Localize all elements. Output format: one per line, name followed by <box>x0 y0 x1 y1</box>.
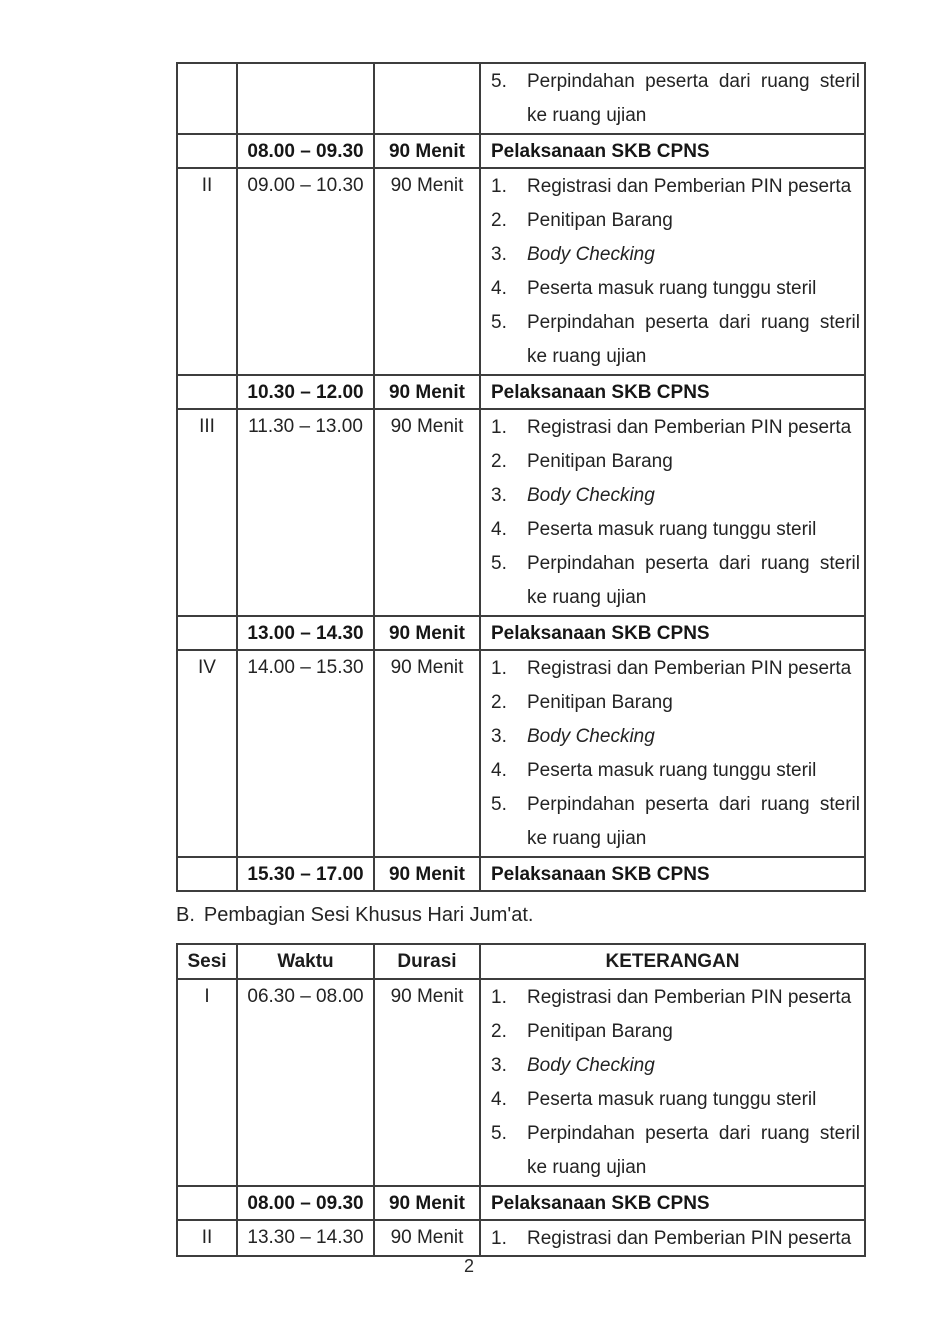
step-item <box>491 754 860 788</box>
step-text: Body Checking <box>527 485 655 506</box>
cell-waktu: 13.00 – 14.30 <box>237 616 374 650</box>
table-row-exec <box>177 1186 865 1220</box>
header-waktu: Waktu <box>237 944 374 979</box>
table-row-session-partial <box>177 1220 865 1256</box>
step-number: 3. <box>491 485 507 506</box>
step-item <box>491 411 860 445</box>
table-row-exec <box>177 857 865 891</box>
step-item <box>491 170 860 204</box>
step-text-line2: ke ruang ujian <box>527 1157 647 1178</box>
cell-sesi: II <box>177 168 237 375</box>
cell-durasi-empty <box>374 63 480 134</box>
step-item <box>491 445 860 479</box>
step-text-line2: ke ruang ujian <box>527 587 647 608</box>
step-text-line1: Perpindahan peserta dari ruang steril <box>527 1123 860 1144</box>
cell-keterangan: Pelaksanaan SKB CPNS <box>480 1186 865 1220</box>
step-text: Registrasi dan Pemberian PIN peserta <box>527 417 852 438</box>
step-item <box>491 652 860 686</box>
step-item <box>491 1015 860 1049</box>
step-text: Peserta masuk ruang tunggu steril <box>527 1089 817 1110</box>
cell-durasi: 90 Menit <box>374 979 480 1186</box>
cell-keterangan: Pelaksanaan SKB CPNS <box>480 616 865 650</box>
schedule-table-weekday <box>176 62 866 892</box>
step-number: 5. <box>491 1123 507 1144</box>
cell-sesi-empty <box>177 134 237 168</box>
step-number: 1. <box>491 1228 507 1249</box>
step-text-line1: Perpindahan peserta dari ruang steril <box>527 312 860 333</box>
step-text <box>527 65 860 133</box>
page-number: 2 <box>463 1256 474 1276</box>
step-text-line2: ke ruang ujian <box>527 105 647 126</box>
step-item <box>491 204 860 238</box>
step-number: 3. <box>491 244 507 265</box>
step-text: Body Checking <box>527 726 655 747</box>
step-number: 5. <box>491 553 507 574</box>
cell-keterangan: Pelaksanaan SKB CPNS <box>480 375 865 409</box>
table-row-session <box>177 168 865 375</box>
table-row <box>177 63 865 134</box>
step-text-line1: Perpindahan peserta dari ruang steril <box>527 71 860 92</box>
step-text-line2: ke ruang ujian <box>527 346 647 367</box>
step-text: Body Checking <box>527 1055 655 1076</box>
cell-keterangan <box>480 63 865 134</box>
cell-keterangan <box>480 650 865 857</box>
cell-durasi: 90 Menit <box>374 409 480 616</box>
step-number: 2. <box>491 692 507 713</box>
step-number: 4. <box>491 760 507 781</box>
step-number: 1. <box>491 658 507 679</box>
step-item <box>491 686 860 720</box>
cell-waktu-empty <box>237 63 374 134</box>
section-b-title: Pembagian Sesi Khusus Hari Jum'at. <box>203 904 534 926</box>
step-number: 4. <box>491 1089 507 1110</box>
cell-waktu: 15.30 – 17.00 <box>237 857 374 891</box>
step-item <box>491 1117 860 1185</box>
step-number: 4. <box>491 278 507 299</box>
cell-sesi-empty <box>177 375 237 409</box>
step-number: 5. <box>491 312 507 333</box>
cell-durasi: 90 Menit <box>374 1186 480 1220</box>
cell-durasi: 90 Menit <box>374 134 480 168</box>
cell-sesi-empty <box>177 616 237 650</box>
cell-keterangan <box>480 979 865 1186</box>
step-text <box>527 306 860 374</box>
cell-waktu: 08.00 – 09.30 <box>237 1186 374 1220</box>
table-row-exec <box>177 375 865 409</box>
step-item <box>491 306 860 374</box>
schedule-table-friday <box>176 943 866 1257</box>
step-number: 3. <box>491 1055 507 1076</box>
step-number: 2. <box>491 210 507 231</box>
section-b-label: B. <box>176 904 195 926</box>
step-item <box>491 788 860 856</box>
step-text: Registrasi dan Pemberian PIN peserta <box>527 176 852 197</box>
cell-durasi: 90 Menit <box>374 616 480 650</box>
step-text: Registrasi dan Pemberian PIN peserta <box>527 987 852 1008</box>
cell-waktu: 10.30 – 12.00 <box>237 375 374 409</box>
step-text <box>527 547 860 615</box>
step-number: 3. <box>491 726 507 747</box>
table-row-session <box>177 409 865 616</box>
step-item <box>491 1083 860 1117</box>
cell-durasi: 90 Menit <box>374 857 480 891</box>
table-row-session <box>177 979 865 1186</box>
step-text: Penitipan Barang <box>527 210 673 231</box>
cell-waktu: 14.00 – 15.30 <box>237 650 374 857</box>
step-item <box>491 65 860 133</box>
step-number: 4. <box>491 519 507 540</box>
cell-sesi-empty <box>177 63 237 134</box>
cell-durasi: 90 Menit <box>374 375 480 409</box>
cell-durasi: 90 Menit <box>374 1220 480 1256</box>
step-text: Penitipan Barang <box>527 451 673 472</box>
cell-waktu: 11.30 – 13.00 <box>237 409 374 616</box>
step-text-line1: Perpindahan peserta dari ruang steril <box>527 553 860 574</box>
header-sesi: Sesi <box>177 944 237 979</box>
step-item <box>491 238 860 272</box>
cell-sesi: IV <box>177 650 237 857</box>
cell-waktu: 13.30 – 14.30 <box>237 1220 374 1256</box>
step-text: Peserta masuk ruang tunggu steril <box>527 278 817 299</box>
step-text: Penitipan Barang <box>527 692 673 713</box>
step-text: Peserta masuk ruang tunggu steril <box>527 519 817 540</box>
step-text-line2: ke ruang ujian <box>527 828 647 849</box>
step-text: Peserta masuk ruang tunggu steril <box>527 760 817 781</box>
cell-sesi: II <box>177 1220 237 1256</box>
step-text: Registrasi dan Pemberian PIN peserta <box>527 658 852 679</box>
step-item <box>491 981 860 1015</box>
cell-durasi: 90 Menit <box>374 168 480 375</box>
table-row-exec <box>177 616 865 650</box>
cell-keterangan: Pelaksanaan SKB CPNS <box>480 134 865 168</box>
cell-keterangan: Pelaksanaan SKB CPNS <box>480 857 865 891</box>
step-item <box>491 513 860 547</box>
cell-waktu: 08.00 – 09.30 <box>237 134 374 168</box>
section-b-heading <box>176 904 533 927</box>
cell-durasi: 90 Menit <box>374 650 480 857</box>
step-item <box>491 720 860 754</box>
table-row-session <box>177 650 865 857</box>
step-number: 5. <box>491 794 507 815</box>
cell-sesi-empty <box>177 1186 237 1220</box>
step-number: 2. <box>491 451 507 472</box>
table-header-row <box>177 944 865 979</box>
step-item <box>491 1222 860 1255</box>
step-item <box>491 1049 860 1083</box>
cell-keterangan <box>480 409 865 616</box>
cell-keterangan <box>480 1220 865 1256</box>
header-durasi: Durasi <box>374 944 480 979</box>
step-number: 1. <box>491 987 507 1008</box>
cell-sesi-empty <box>177 857 237 891</box>
step-number: 1. <box>491 176 507 197</box>
cell-keterangan <box>480 168 865 375</box>
step-item <box>491 479 860 513</box>
cell-waktu: 06.30 – 08.00 <box>237 979 374 1186</box>
step-number: 2. <box>491 1021 507 1042</box>
step-text <box>527 788 860 856</box>
cell-waktu: 09.00 – 10.30 <box>237 168 374 375</box>
step-text: Body Checking <box>527 244 655 265</box>
step-number: 1. <box>491 417 507 438</box>
step-text-line1: Perpindahan peserta dari ruang steril <box>527 794 860 815</box>
step-number: 5. <box>491 71 507 92</box>
step-text: Penitipan Barang <box>527 1021 673 1042</box>
step-text: Registrasi dan Pemberian PIN peserta <box>527 1228 852 1249</box>
header-keterangan: KETERANGAN <box>480 944 865 979</box>
step-text <box>527 1117 860 1185</box>
step-item <box>491 547 860 615</box>
cell-sesi: III <box>177 409 237 616</box>
cell-sesi: I <box>177 979 237 1186</box>
step-item <box>491 272 860 306</box>
table-row-exec <box>177 134 865 168</box>
